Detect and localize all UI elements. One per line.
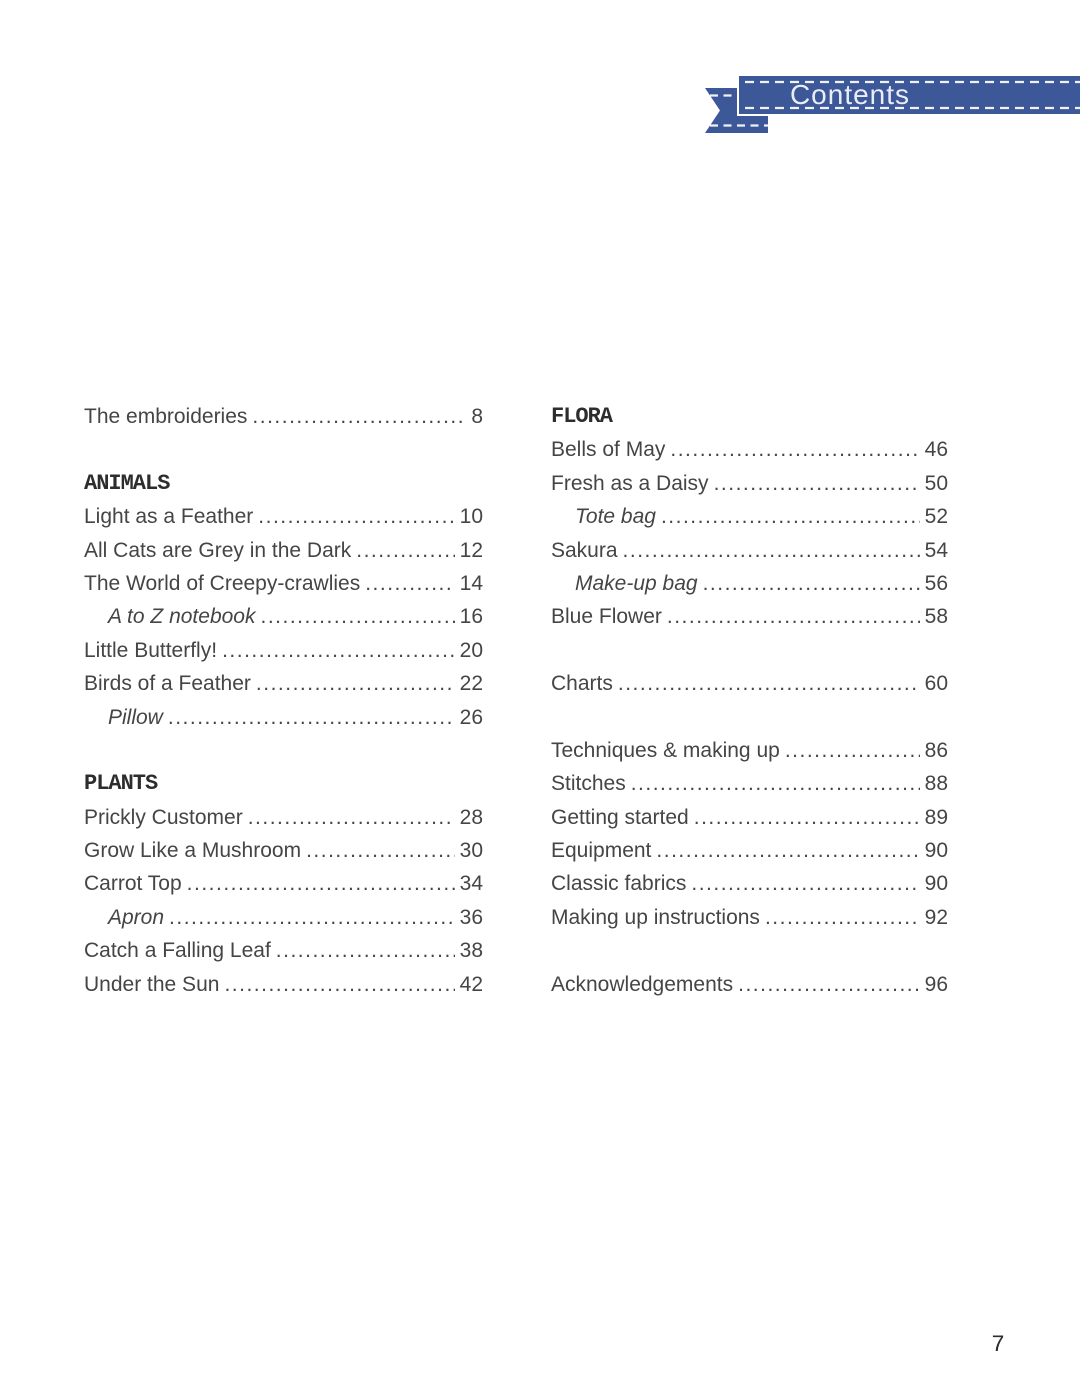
toc-entry-title: Classic fabrics — [551, 872, 687, 896]
toc-page-number: 34 — [459, 872, 483, 896]
toc-entry-title: Under the Sun — [84, 972, 220, 996]
toc-row — [84, 467, 483, 500]
toc-page-number: 56 — [924, 571, 948, 595]
toc-page-number: 60 — [924, 672, 948, 696]
dot-leader — [691, 867, 919, 900]
toc-row — [84, 600, 483, 633]
toc-entry-title: Little Butterfly! — [84, 638, 218, 662]
toc-page-number: 14 — [459, 571, 483, 595]
toc-entry-title: All Cats are Grey in the Dark — [84, 538, 352, 562]
toc-page-number: 58 — [924, 605, 948, 629]
toc-row — [551, 701, 948, 734]
toc-entry-title: Bells of May — [551, 438, 666, 462]
toc-row — [551, 934, 948, 967]
toc-row — [551, 600, 948, 633]
toc-page-number: 92 — [924, 905, 948, 929]
toc-entry-title: Equipment — [551, 839, 652, 863]
dot-leader — [765, 901, 920, 934]
toc-page-number: 89 — [924, 805, 948, 829]
dot-leader — [618, 667, 920, 700]
toc-entry-title: Birds of a Feather — [84, 672, 251, 696]
toc-entry-title: Make-up bag — [575, 571, 698, 595]
toc-page-number: 42 — [459, 972, 483, 996]
dot-leader — [356, 534, 454, 567]
dot-leader — [623, 534, 920, 567]
dot-leader — [667, 600, 920, 633]
dot-leader — [260, 600, 454, 633]
toc-row — [84, 634, 483, 667]
toc-page-number: 30 — [459, 839, 483, 863]
toc-row — [551, 767, 948, 800]
toc-entry-title: Stitches — [551, 772, 626, 796]
dot-leader — [168, 701, 455, 734]
toc-entry-title: Catch a Falling Leaf — [84, 939, 271, 963]
dot-leader — [256, 667, 455, 700]
contents-banner — [700, 70, 1080, 140]
toc-page-number: 38 — [459, 939, 483, 963]
toc-column-left — [84, 400, 483, 1001]
toc-row — [551, 867, 948, 900]
dot-leader — [276, 934, 455, 967]
toc-row — [84, 801, 483, 834]
toc-page-number: 16 — [459, 605, 483, 629]
toc-page-number: 96 — [924, 972, 948, 996]
dot-leader — [631, 767, 920, 800]
dot-leader — [365, 567, 454, 600]
toc-entry-title: Acknowledgements — [551, 972, 734, 996]
page-number: 7 — [991, 1332, 1005, 1358]
toc-row — [84, 667, 483, 700]
toc-page-number: 8 — [471, 405, 483, 428]
toc-row — [551, 667, 948, 700]
dot-leader — [670, 433, 919, 466]
toc-row — [84, 834, 483, 867]
toc-page-number: 28 — [459, 805, 483, 829]
toc-row — [84, 701, 483, 734]
toc-page-number: 10 — [459, 505, 483, 529]
toc-row — [551, 734, 948, 767]
toc-entry-title: Fresh as a Daisy — [551, 471, 709, 495]
toc-page-number: 52 — [924, 505, 948, 529]
toc-page-number: 26 — [459, 705, 483, 729]
toc-row — [551, 634, 948, 667]
toc-page-number: 50 — [924, 471, 948, 495]
dot-leader — [222, 634, 455, 667]
toc-entry-title: The World of Creepy-crawlies — [84, 571, 361, 595]
dot-leader — [656, 834, 919, 867]
toc-entry-title: A to Z notebook — [108, 605, 256, 629]
dot-leader — [714, 467, 920, 500]
toc-entry-title: Grow Like a Mushroom — [84, 839, 302, 863]
toc-row — [84, 734, 483, 767]
dot-leader — [224, 968, 454, 1001]
toc-row — [551, 467, 948, 500]
toc-page-number: 12 — [459, 538, 483, 562]
toc-row — [84, 968, 483, 1001]
dot-leader — [169, 901, 455, 934]
toc-entry-title: FLORA — [551, 404, 613, 429]
toc-entry-title: Prickly Customer — [84, 805, 243, 829]
dot-leader — [785, 734, 920, 767]
toc-row — [551, 901, 948, 934]
toc-page-number: 46 — [924, 438, 948, 462]
toc-row — [84, 901, 483, 934]
toc-entry-title: Blue Flower — [551, 605, 662, 629]
toc-page-number: 54 — [924, 538, 948, 562]
toc-entry-title: Getting started — [551, 805, 689, 829]
toc-row — [551, 500, 948, 533]
toc-page-number: 90 — [924, 839, 948, 863]
toc-row — [84, 433, 483, 466]
toc-page-number: 90 — [924, 872, 948, 896]
toc-row — [551, 400, 948, 433]
toc-column-right — [551, 400, 948, 1001]
dot-leader — [661, 500, 920, 533]
toc-entry-title: Pillow — [108, 705, 163, 729]
toc-row — [551, 834, 948, 867]
toc-page-number: 22 — [459, 672, 483, 696]
toc-page-number: 36 — [459, 905, 483, 929]
toc-row — [84, 767, 483, 800]
toc-entry-title: Charts — [551, 672, 613, 696]
toc-page-number: 88 — [924, 772, 948, 796]
toc-entry-title: Sakura — [551, 538, 618, 562]
toc-row — [84, 567, 483, 600]
dot-leader — [252, 400, 466, 433]
toc-row — [84, 867, 483, 900]
dot-leader — [258, 500, 454, 533]
toc-page-number: 86 — [924, 738, 948, 762]
toc-entry-title: Apron — [108, 905, 165, 929]
dot-leader — [306, 834, 455, 867]
banner-title: Contents — [789, 79, 911, 110]
dot-leader — [248, 801, 455, 834]
toc-entry-title: The embroideries — [84, 405, 248, 428]
toc-entry-title: Techniques & making up — [551, 738, 780, 762]
toc-row — [551, 968, 948, 1001]
toc-entry-title: Light as a Feather — [84, 505, 254, 529]
toc-entry-title: PLANTS — [84, 771, 158, 797]
toc-row — [84, 934, 483, 967]
toc-row — [84, 400, 483, 433]
toc-entry-title: Making up instructions — [551, 905, 760, 929]
toc-entry-title: Tote bag — [575, 505, 656, 529]
toc-row — [551, 534, 948, 567]
toc-row — [551, 433, 948, 466]
toc-row — [551, 801, 948, 834]
toc-entry-title: ANIMALS — [84, 470, 170, 496]
dot-leader — [738, 968, 920, 1001]
toc-row — [84, 500, 483, 533]
toc-entry-title: Carrot Top — [84, 872, 182, 896]
dot-leader — [703, 567, 920, 600]
toc-row — [84, 534, 483, 567]
dot-leader — [694, 801, 920, 834]
toc-page-number: 20 — [459, 638, 483, 662]
toc-row — [551, 567, 948, 600]
dot-leader — [187, 867, 455, 900]
